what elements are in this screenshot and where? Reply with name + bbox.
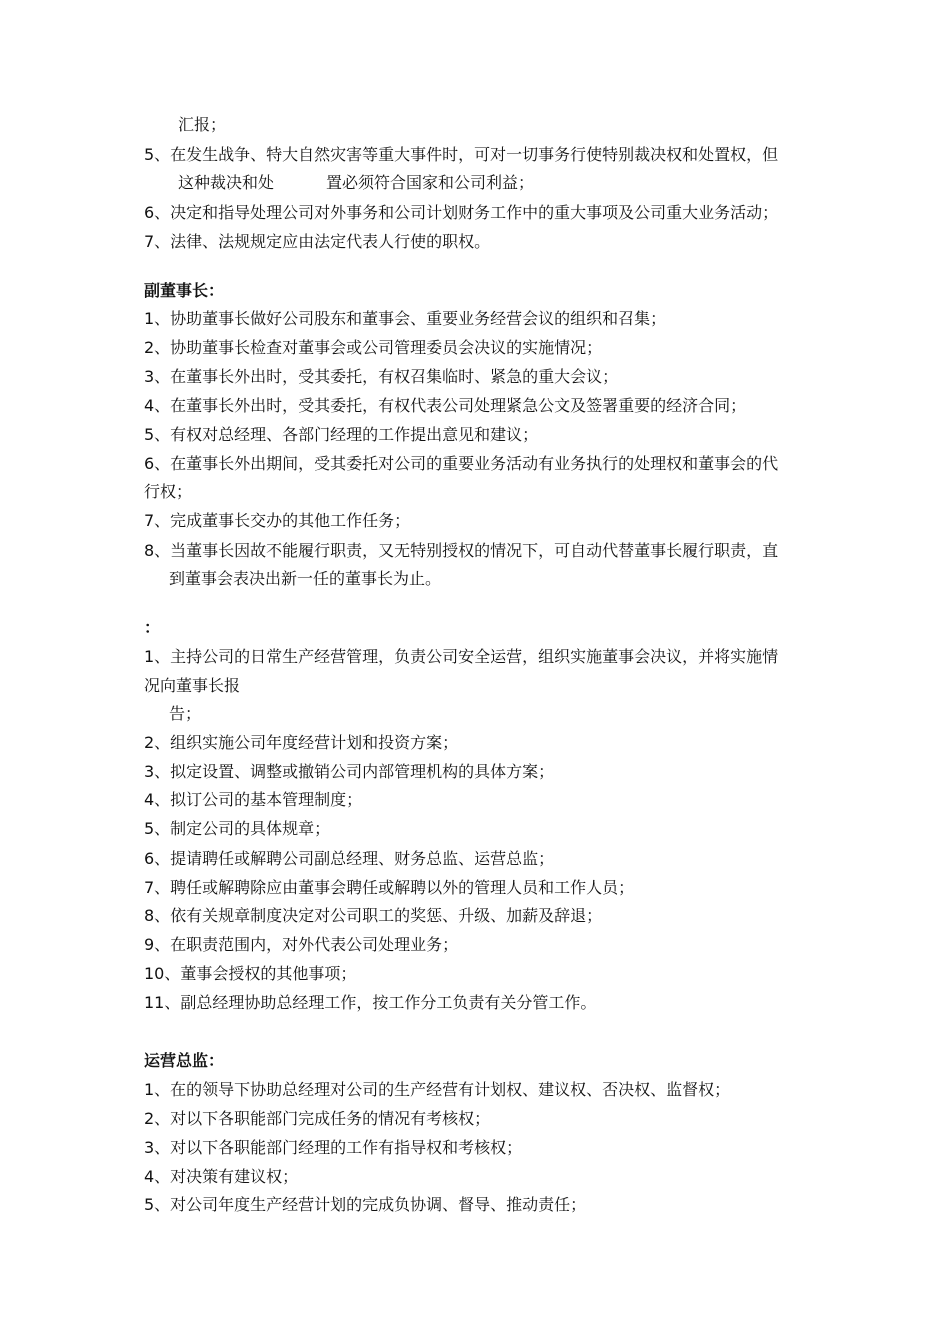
- vice-chairman-item-continuation: 行权；: [144, 482, 193, 501]
- operations-director-heading: 运营总监：: [144, 1051, 225, 1070]
- operations-director-item: 2、对以下各职能部门完成任务的情况有考核权；: [144, 1109, 491, 1128]
- general-manager-item: 2、组织实施公司年度经营计划和投资方案；: [144, 733, 459, 752]
- vice-chairman-item: 1、协助董事长做好公司股东和董事会、重要业务经营会议的组织和召集；: [144, 309, 667, 328]
- vice-chairman-item: 2、协助董事长检查对董事会或公司管理委员会决议的实施情况；: [144, 338, 603, 357]
- vice-chairman-item: 8、当董事长因故不能履行职责，又无特别授权的情况下，可自动代替董事长履行职责，直: [144, 541, 779, 560]
- chairman-item-5-continuation-a: 这种裁决和处: [178, 173, 275, 192]
- general-manager-item: 1、主持公司的日常生产经营管理，负责公司安全运营，组织实施董事会决议，并将实施情: [144, 647, 779, 666]
- operations-director-item: 5、对公司年度生产经营计划的完成负协调、督导、推动责任；: [144, 1195, 587, 1214]
- general-manager-item: 5、制定公司的具体规章；: [144, 819, 331, 838]
- vice-chairman-item: 3、在董事长外出时，受其委托，有权召集临时、紧急的重大会议；: [144, 367, 619, 386]
- chairman-item-6: 6、决定和指导处理公司对外事务和公司计划财务工作中的重大事项及公司重大业务活动；: [144, 203, 779, 222]
- chairman-item-5-continuation: [178, 173, 534, 193]
- vice-chairman-item: 7、完成董事长交办的其他工作任务；: [144, 511, 411, 530]
- general-manager-item-continuation: 告；: [169, 704, 202, 723]
- vice-chairman-item: 6、在董事长外出期间，受其委托对公司的重要业务活动有业务执行的处理权和董事会的代: [144, 454, 779, 473]
- general-manager-item: 6、提请聘任或解聘公司副总经理、财务总监、运营总监；: [144, 849, 555, 868]
- general-manager-item: 8、依有关规章制度决定对公司职工的奖惩、升级、加薪及辞退；: [144, 906, 603, 925]
- chairman-item-5-continuation-b: 置必须符合国家和公司利益；: [326, 173, 535, 192]
- operations-director-item: 1、在的领导下协助总经理对公司的生产经营有计划权、建议权、否决权、监督权；: [144, 1080, 731, 1099]
- operations-director-item: 3、对以下各职能部门经理的工作有指导权和考核权；: [144, 1138, 523, 1157]
- vice-chairman-item-continuation: 到董事会表决出新一任的董事长为止。: [169, 569, 442, 588]
- general-manager-item: 3、拟定设置、调整或撤销公司内部管理机构的具体方案；: [144, 762, 555, 781]
- general-manager-item: 10、董事会授权的其他事项；: [144, 964, 357, 983]
- vice-chairman-heading: 副董事长：: [144, 281, 225, 300]
- general-manager-item: 11、副总经理协助总经理工作，按工作分工负责有关分管工作。: [144, 993, 597, 1012]
- general-manager-item-continuation: 况向董事长报: [144, 676, 241, 695]
- chairman-item-5: 5、在发生战争、特大自然灾害等重大事件时，可对一切事务行使特别裁决权和处置权，但: [144, 145, 779, 164]
- general-manager-heading: ：: [144, 618, 161, 637]
- general-manager-item: 4、拟订公司的基本管理制度；: [144, 790, 363, 809]
- general-manager-item: 9、在职责范围内，对外代表公司处理业务；: [144, 935, 459, 954]
- chairman-item-4-continuation: 汇报；: [178, 115, 227, 134]
- vice-chairman-item: 5、有权对总经理、各部门经理的工作提出意见和建议；: [144, 425, 539, 444]
- vice-chairman-item: 4、在董事长外出时，受其委托，有权代表公司处理紧急公文及签署重要的经济合同；: [144, 396, 747, 415]
- operations-director-item: 4、对决策有建议权；: [144, 1167, 299, 1186]
- chairman-item-7: 7、法律、法规规定应由法定代表人行使的职权。: [144, 232, 491, 251]
- general-manager-item: 7、聘任或解聘除应由董事会聘任或解聘以外的管理人员和工作人员；: [144, 878, 635, 897]
